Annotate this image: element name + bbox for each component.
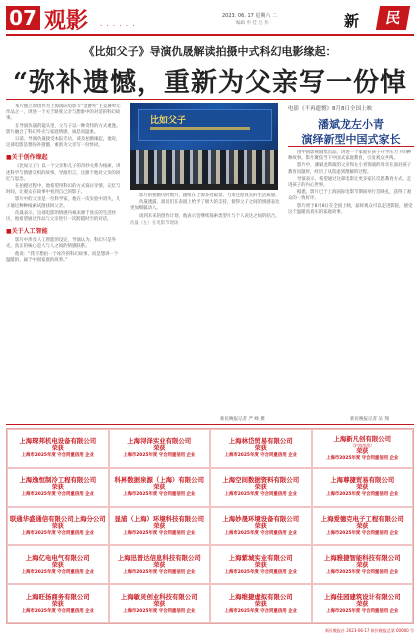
advertisement-card [312, 429, 414, 468]
advertisement-card [7, 507, 109, 546]
photo-caption: 仇晟（左）在电影节现场 [130, 220, 179, 226]
ad-company-name: 上海迅普达信息科技有限公司 [117, 553, 201, 562]
paragraph: 《比如父子》以一个父亲和儿子的奇妙关系为线索，讲述科学与情感交织的故事。导演坦言，这源于他对父亲的回忆与思念。 [6, 164, 121, 182]
ad-company-name: 上海雅捷智能科技有限公司 [323, 553, 401, 562]
ad-award-title: 上海市2025年度 守合同重信用 企业 [326, 492, 399, 498]
section-decoration: · · · · · · [100, 22, 136, 30]
ad-company-note: （沪海滨滨） [350, 442, 375, 448]
paragraph: 谈到未来的创作计划，他表示会继续探索类型片与个人表达之间的结合。 [139, 213, 280, 219]
ad-award-label: 荣获 [254, 484, 267, 492]
ad-company-name: 上海爱德克电子工程有限公司 [320, 514, 404, 523]
paragraph: 他说：“我不想拍一个冰冷的科幻故事，而是想讲一个温暖的、属于中国家庭的故事。” [6, 251, 119, 263]
ads-divider [6, 424, 414, 425]
ad-award-label: 荣获 [153, 484, 166, 492]
photo-floor [130, 184, 278, 190]
ad-company-name: 上海琛邦机电设备有限公司 [19, 437, 97, 446]
ad-award-title: 上海市2025年度 守合同重信用 企业 [21, 453, 94, 459]
ad-award-title: 上海市2025年度 守合同重信用 企业 [326, 608, 399, 614]
advertisement-grid [6, 428, 414, 624]
ad-company-name: 上海亿电电气有限公司 [25, 553, 90, 562]
advertisement-card [109, 545, 211, 584]
ad-company-name: 上海妙晟环境设备有限公司 [222, 514, 300, 523]
ad-award-label: 荣获 [356, 522, 369, 530]
paragraph: 影片中的父亲是一位科学家，他在一次实验中消失，儿子通过种种线索试图找回父亲。 [6, 197, 121, 209]
article-column-middle [130, 193, 280, 413]
ad-company-name: 上海敏灵创业科技有限公司 [120, 592, 198, 601]
advertisement-card [109, 468, 211, 507]
advertisement-card [312, 468, 414, 507]
ad-award-label: 荣获 [153, 561, 166, 569]
ad-award-title: 上海市2025年度 守合同重信用 企业 [123, 608, 196, 614]
ad-award-title: 上海市2025年度 守合同重信用 企业 [123, 492, 196, 498]
ad-company-name: 上海逸恒制冷工程有限公司 [19, 476, 97, 485]
paragraph: 影片中，潘斌龙饰演的父亲和左小青饰演的母亲在面对孩子教育问题时，经历了从焦虑到理解的过程。 [288, 163, 412, 175]
section-heading: ■关于人工智能 [6, 228, 48, 236]
right-article-kicker: 电影《不再遗憾》8月8日全国上映 [288, 106, 372, 112]
ad-award-label: 荣获 [51, 600, 64, 608]
paragraph: 导演表示，希望通过这部电影让更多家长反思教育方式，走进孩子的内心世界。 [288, 176, 412, 189]
ad-award-title: 上海市2025年度 守合同重信用 企业 [326, 569, 399, 575]
right-article-title-line-1: 潘斌龙左小青 [318, 118, 384, 131]
paragraph: 影片的拍摄历时数月，剧组在上海多处取景，力求还原真实的生活质感。 [139, 193, 280, 198]
ad-award-label: 荣获 [153, 600, 166, 608]
article-column-left [6, 104, 122, 416]
page-footer: 新民晚报社 2023-06-17 新民晚报总第 00000 号 [324, 628, 414, 633]
paragraph: 影片将于8月8日在全国上映，届时观众可以走进影院，感受这个温暖而真实的家庭故事。 [288, 203, 413, 215]
ad-award-title: 上海市2025年度 守合同重信用 企业 [21, 569, 94, 575]
ad-award-title: 上海市2025年度 守合同重信用 企业 [224, 608, 297, 614]
ad-award-title: 上海市2025年度 守合同重信用 企业 [123, 569, 196, 575]
paragraph: 仇晟表示，这部电影的情感内核来源于真实的生活经历，他希望通过作品与父亲进行一次跨越时空的对话。 [6, 210, 116, 223]
ad-award-label: 荣获 [356, 600, 369, 608]
right-article-body [288, 150, 414, 412]
ad-company-name: 上海紫城实业有限公司 [228, 553, 293, 562]
ad-award-title: 上海市2025年度 守合同重信用 企业 [224, 569, 297, 575]
paragraph: 仇晟透露，演员们在表演上给予了极大的支持，使得父子之间的情感表达更加细腻动人。 [130, 200, 280, 212]
ad-award-label: 荣获 [254, 522, 267, 530]
advertisement-card [210, 507, 312, 546]
advertisement-card [312, 584, 414, 623]
logo-text-b: 民 [376, 6, 410, 30]
ad-award-label: 荣获 [51, 522, 64, 530]
ad-company-name: 上海旺扬商务有限公司 [25, 592, 90, 601]
ad-company-name: 上海林岱贸易有限公司 [228, 437, 293, 446]
section-title: 观影 [44, 8, 89, 34]
ad-award-title: 上海市2025年度 守合同重信用 企业 [224, 530, 297, 536]
paragraph: 据悉，影片已于上海国际电影节期间举行首映礼，获得了观众的一致好评。 [288, 190, 412, 202]
advertisement-card [109, 507, 211, 546]
ad-award-label: 荣获 [51, 484, 64, 492]
advertisement-card [210, 429, 312, 468]
advertisement-card [210, 545, 312, 584]
ad-award-label: 荣获 [356, 484, 369, 492]
logo-text-a: 新 [344, 12, 360, 30]
ad-company-name: 科昇数据泉源（上海）有限公司 [114, 476, 204, 485]
ad-award-label: 荣获 [51, 445, 64, 453]
ad-company-name: 上海浔泽实业有限公司 [127, 437, 192, 446]
masthead-divider [6, 34, 414, 36]
ad-company-name: 上海维捷虚拟有限公司 [228, 592, 293, 601]
ad-award-label: 荣获 [356, 447, 369, 455]
photo-screen-title: 比如父子 [150, 116, 187, 126]
issue-date: 2023. 06. 17 星期六 二 [222, 13, 277, 19]
ad-award-label: 荣获 [153, 445, 166, 453]
paragraph: 本片独立原创作为上海国际电影节“金爵奖”主竞赛单元作品之一，讲述一个关于缺席父亲与想象中的对话的科幻故事。 [6, 104, 121, 122]
page-number: 07 [6, 6, 40, 30]
ad-company-name: 上海尊捷贸易有限公司 [330, 476, 395, 485]
right-article-credit: 新民晚报记者 吴 翔 [350, 417, 389, 422]
advertisement-card [7, 468, 109, 507]
ad-award-label: 荣获 [51, 561, 64, 569]
editor-line: 编辑 申 佳 吕 作 [236, 21, 269, 26]
right-article-title-line-2: 演绎新型中国式家长 [301, 133, 401, 146]
advertisement-card [7, 545, 109, 584]
ad-award-label: 荣获 [254, 445, 267, 453]
ad-award-label: 荣获 [254, 600, 267, 608]
ad-company-name: 联通华盛通信有限公司上海分公司 [9, 514, 106, 523]
ad-award-title: 上海市2025年度 守合同重信用 企业 [224, 492, 297, 498]
ad-award-title: 上海市2025年度 守合同重信用 企业 [21, 492, 94, 498]
photo-credit: 新民晚报记者 严 峰 摄 [220, 417, 265, 422]
advertisement-card [210, 584, 312, 623]
ad-company-name: 上海空间数据资料有限公司 [222, 476, 300, 485]
photo-screen-line [150, 127, 250, 130]
article-photo [130, 103, 278, 190]
advertisement-card [7, 429, 109, 468]
paragraph: 日前，导演仇晟接受本报专访，谈及拍摄缘起，他说，这部电影是想弥补遗憾，重新为父亲写一份悼词。 [6, 137, 121, 149]
advertisement-card [312, 545, 414, 584]
ad-company-name: 显浦（上海）环境科技有限公司 [114, 514, 204, 523]
ad-award-label: 荣获 [356, 561, 369, 569]
ad-award-title: 上海市2025年度 守合同重信用 企业 [21, 530, 94, 536]
ad-award-title: 上海市2025年度 守合同重信用 企业 [326, 455, 399, 461]
ad-award-label: 荣获 [153, 522, 166, 530]
ad-company-name: 上海新凡创有限公司 [333, 434, 391, 443]
paragraph: 在导演仇晟的镜头里，父与子以一种奇特的方式重逢。影片融合了科幻外壳与家庭情感，诚恳而温柔。 [6, 123, 121, 135]
newspaper-logo [344, 6, 414, 32]
article-subtitle: 《比如父子》导演仇晟解读拍摄中式科幻电影缘起： [83, 45, 337, 58]
ad-award-title: 上海市2025年度 守合同重信用 企业 [224, 453, 297, 459]
advertisement-card [312, 507, 414, 546]
advertisement-card [210, 468, 312, 507]
right-article-divider [288, 146, 414, 147]
ad-award-title: 上海市2025年度 守合同重信用 企业 [123, 530, 196, 536]
paragraph: 在拍摄过程中，他希望用科幻的方式探讨亲情、记忆与时间，让观众在故事中看到自己的影子。 [6, 184, 121, 196]
advertisement-card [109, 584, 211, 623]
paragraph: 影片中涉及人工智能的设定，导演认为，科幻只是外壳，真正的核心是人与人之间的情感联系。 [6, 238, 116, 250]
ad-award-title: 上海市2025年度 守合同重信用 企业 [326, 530, 399, 536]
ad-award-title: 上海市2025年度 守合同重信用 企业 [123, 453, 196, 459]
ad-company-name: 上海佳园建筑设计有限公司 [323, 592, 401, 601]
ad-award-title: 上海市2025年度 守合同重信用 企业 [21, 608, 94, 614]
headline-divider [6, 99, 414, 100]
article-headline: “弥补遗憾，重新为父亲写一份悼 [13, 68, 407, 98]
advertisement-card [109, 429, 211, 468]
paragraph: 由中国影视剧集出品，讲述一个家庭在孩子升学压力下的种种故事。影片聚焦当下中国式家庭教育，引发观众共鸣。 [288, 150, 412, 162]
ad-award-label: 荣获 [254, 561, 267, 569]
section-heading: ■关于创作缘起 [6, 154, 48, 162]
advertisement-card [7, 584, 109, 623]
